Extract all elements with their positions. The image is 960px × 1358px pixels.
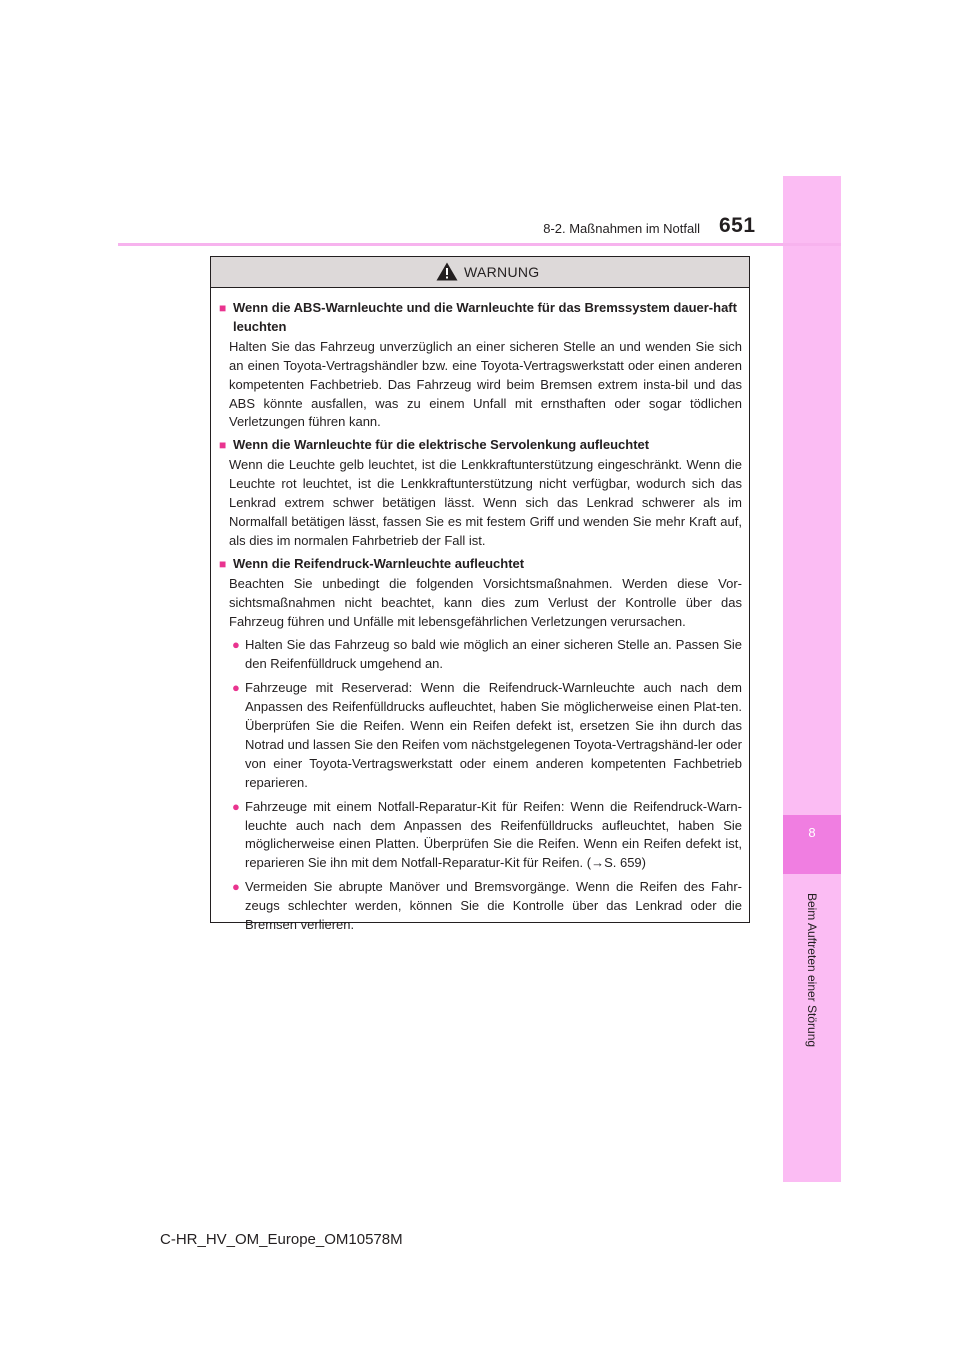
list-item: ● Fahrzeuge mit Reserverad: Wenn die Reifendruck-Warnleuchte auch nach dem Anpassen des Reifenfülldrucks aufleuchtet, haben Sie möglicherweise einen Plat-ten. Überprüfen Sie die Reifen. Wenn ein Reifen defekt ist, ersetzen Sie ihn durch das Notrad und lassen Sie den Reifen vom nächstgelegenen Toyota-Vertragshänd-ler oder von einer Toyota-Vertragswerkstatt oder einem anderen kompetenten Fachbetrieb reparieren. (219, 679, 742, 792)
square-bullet-icon: ■ (219, 301, 227, 315)
warning-box (210, 256, 750, 933)
document-id: C-HR_HV_OM_Europe_OM10578M (160, 1231, 403, 1248)
warning-body (211, 288, 749, 935)
circle-bullet-icon: ● (232, 798, 240, 814)
circle-bullet-icon: ● (232, 879, 240, 895)
header-rule (118, 243, 841, 246)
chapter-tab-active[interactable] (783, 815, 841, 874)
square-bullet-icon: ■ (219, 556, 227, 571)
list-item: ● Vermeiden Sie abrupte Manöver und Bremsvorgänge. Wenn die Reifen des Fahr-zeugs schlechter werden, können Sie die Kontrolle über das Lenkrad oder die Bremsen verlieren. (219, 878, 742, 935)
chapter-title: Beim Auftreten einer Störung (805, 892, 819, 1048)
list-item: ● Halten Sie das Fahrzeug so bald wie möglich an einer sicheren Stelle an. Passen Sie den Reifenfülldruck umgehend an. (219, 636, 742, 674)
circle-bullet-icon: ● (232, 680, 240, 696)
warning-item-text: Wenn die Leuchte gelb leuchtet, ist die Lenkkraftunterstützung eingeschränkt. Wenn die Leuchte rot leuchtet, ist die Lenkkraftunterstützung nicht verfügbar, wodurch sich das Lenkrad extrem schwer betätigen lässt. Wenn sich das Lenkrad schwerer als im Normalfall betätigen lässt, fassen Sie es mit festem Griff und wenden Sie mehr Kraft auf, als dies im normalen Fahrbetrieb der Fall ist. (229, 457, 742, 548)
warning-item-text: Halten Sie das Fahrzeug unverzüglich an einer sicheren Stelle an und wenden Sie sich an einen Toyota-Vertragshändler bzw. eine Toyota-Vertragswerkstatt oder einen anderen kompetenten Fachbetrieb. Das Fahrzeug wird beim Bremsen extrem insta-bil und das ABS könnte ausfallen, was zu einem Unfall mit ernsthaften oder sogar tödlichen Verletzungen führen kann. (229, 338, 742, 430)
warning-triangle-icon (436, 262, 458, 281)
warning-item-heading: ■ Wenn die Warnleuchte für die elektrische Servolenkung aufleuchtet (219, 436, 742, 455)
warning-item-heading: ■ Wenn die Reifendruck-Warnleuchte aufleuchtet (219, 555, 742, 574)
warning-item-heading: ■ Wenn die ABS-Warnleuchte und die Warnleuchte für das Bremssystem dauer-haft leuchten (219, 299, 742, 337)
warning-header (211, 257, 749, 288)
list-item: ● Fahrzeuge mit einem Notfall-Reparatur-Kit für Reifen: Wenn die Reifendruck-Warn-leuchte auch nach dem Anpassen des Reifenfülldrucks aufleuchtet, haben Sie möglicherweise einen Platten. Überprüfen Sie die Reifen. Wenn ein Reifen defekt ist, reparieren Sie ihn mit dem Notfall-Reparatur-Kit für Reifen. (→S. 659) (219, 798, 742, 874)
section-title: 8-2. Maßnahmen im Notfall (543, 221, 700, 236)
page-number: 651 (719, 214, 756, 237)
warning-item-text: Beachten Sie unbedingt die folgenden Vorsichtsmaßnahmen. Werden diese Vor-sichtsmaßnahmen nicht beachtet, kann dies zum Verlust der Kontrolle über das Fahrzeug führen und Unfälle mit lebensgefährlichen Verletzungen verursachen. (229, 575, 742, 629)
square-bullet-icon: ■ (219, 438, 227, 453)
circle-bullet-icon: ● (232, 637, 240, 653)
chapter-number: 8 (808, 825, 816, 840)
warning-title: WARNUNG (464, 264, 540, 280)
